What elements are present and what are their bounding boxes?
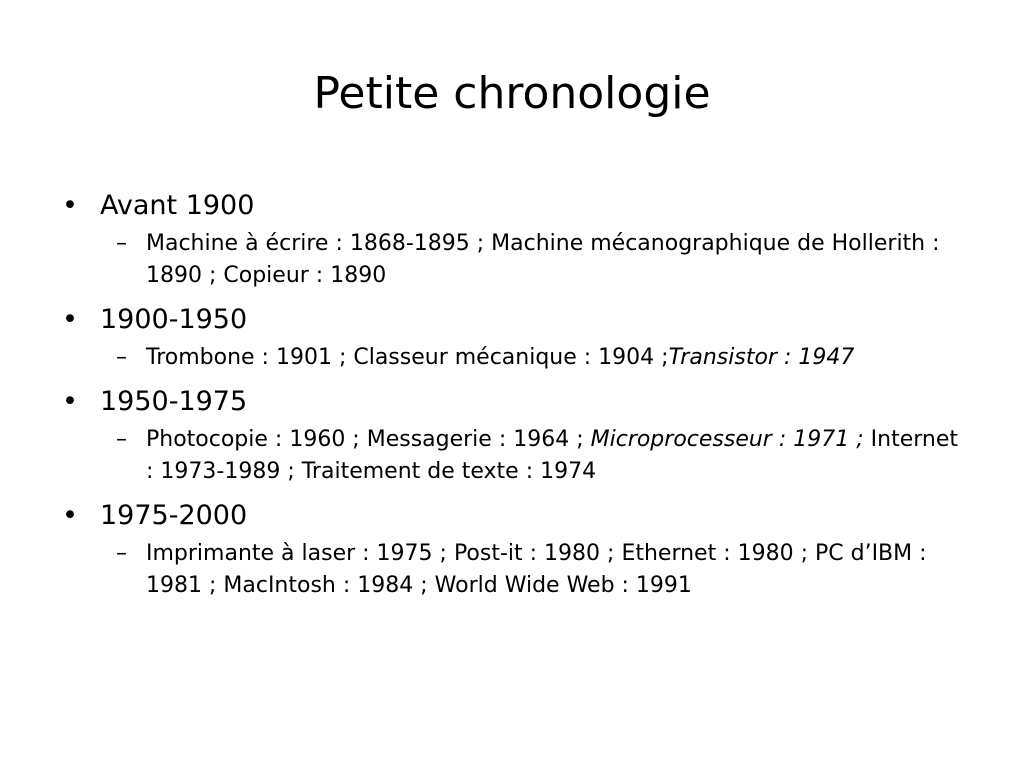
bullet-label: 1975-2000 [100, 500, 248, 531]
sub-item-text: Imprimante à laser : 1975 ; Post-it : 1980 ; Ethernet : 1980 ; PC d’IBM : 1981 ; MacIntosh : 1984 ; World Wide Web : 1991 [146, 541, 927, 598]
sub-item-text-italic: Transistor : 1947 [668, 345, 855, 370]
sub-item-text [146, 342, 966, 374]
dash-icon: – [116, 427, 127, 452]
bullet-dot-icon: • [62, 386, 78, 417]
sub-item-text: Machine à écrire : 1868-1895 ; Machine mécanographique de Hollerith : 1890 ; Copieur : 1890 [146, 231, 940, 288]
sub-item-text-regular: Trombone : 1901 ; Classeur mécanique : 1904 ; [146, 345, 669, 370]
sub-item-text-regular: Internet : 1973-1989 ; Traitement de texte : 1974 [146, 427, 959, 484]
bullet-avant-1900 [62, 186, 962, 292]
sub-item-text-italic: Microprocesseur : 1971 ; [590, 427, 864, 452]
sub-item [100, 342, 962, 374]
dash-icon: – [116, 541, 127, 566]
slide-title: Petite chronologie [313, 68, 711, 119]
sub-item-text-regular: Photocopie : 1960 ; Messagerie : 1964 ; [146, 427, 591, 452]
sub-item [100, 228, 962, 292]
bullet-dot-icon: • [62, 304, 78, 335]
bullet-dot-icon: • [62, 500, 78, 531]
sub-item-text [146, 424, 966, 488]
sub-item [100, 424, 962, 488]
bullet-1900-1950 [62, 300, 962, 374]
bullet-1975-2000 [62, 496, 962, 602]
dash-icon: – [116, 345, 127, 370]
bullet-list [62, 186, 962, 610]
bullet-1950-1975 [62, 382, 962, 488]
sub-item [100, 538, 962, 602]
bullet-label: 1950-1975 [100, 386, 248, 417]
bullet-label: Avant 1900 [100, 190, 255, 221]
bullet-label: 1900-1950 [100, 304, 248, 335]
bullet-dot-icon: • [62, 190, 78, 221]
dash-icon: – [116, 231, 127, 256]
